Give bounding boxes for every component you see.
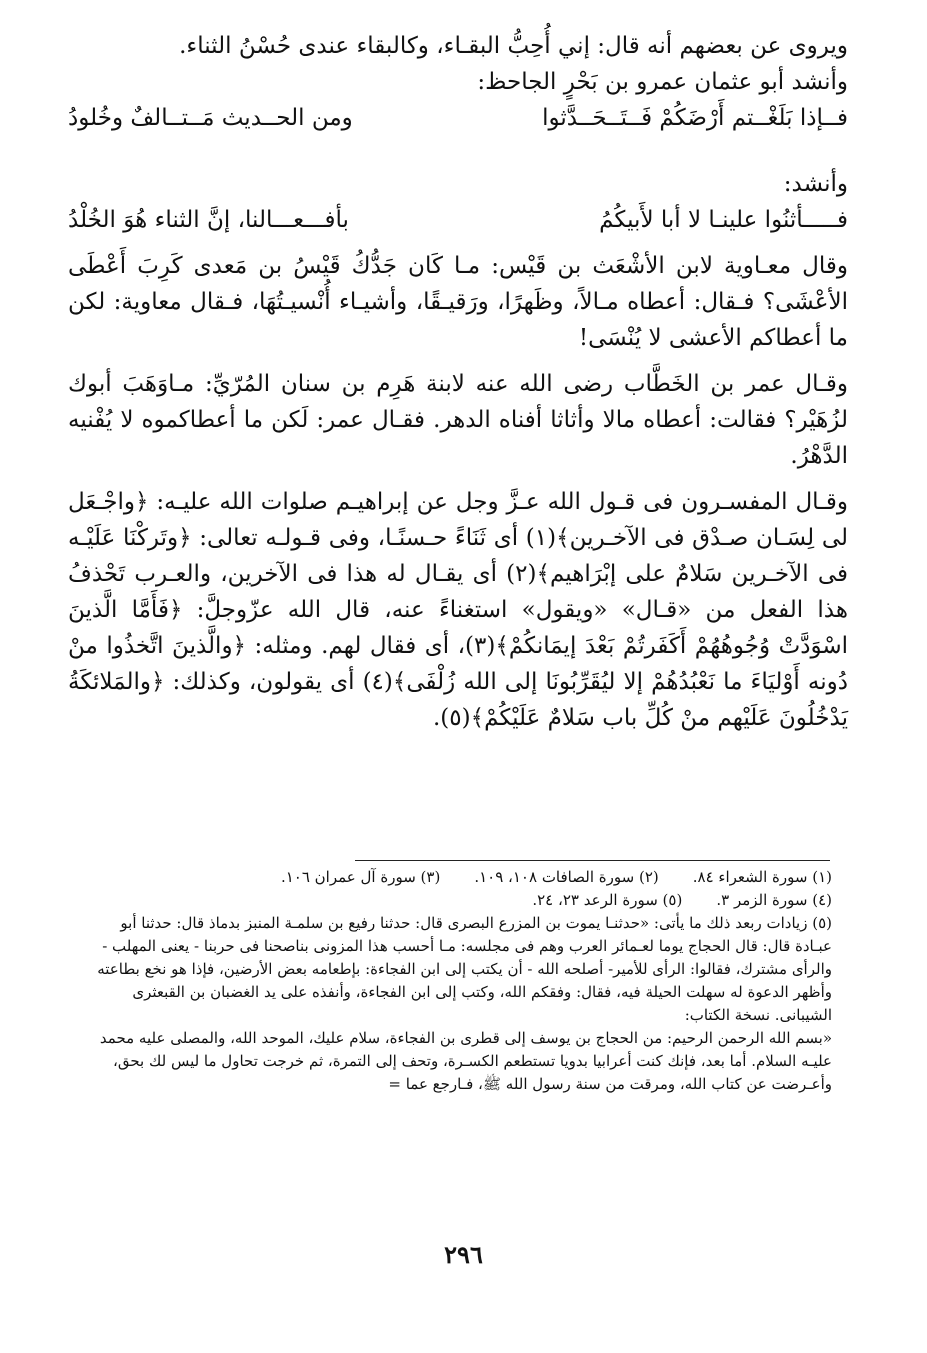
page-number: ٢٩٦ (444, 1240, 483, 1269)
paragraph-growth-quote: ويروى عن بعضهم أنه قال: إني أُحِبُّ البقـاء، وكالبقاء عندى حُسْنُ الثناء. (179, 33, 848, 59)
paragraph-umar: وقـال عمر بن الخَطَّاب رضى الله عنه لابنة هَرِم بن سنان المُرّيِّ: مـاوَهَبَ أبوك لزُهَيْر؟ فقالت: أعطاه مالا وأثاثا أفناه الدهر. فقـال عمر: لَكن ما أعطاكموه لا يُفْنيه الدَّهْرُ. (68, 371, 848, 469)
verse-1-second-hemistich: ومن الحــديث مَــتــالفٌ وخُلودُ (68, 105, 353, 131)
verse-1-first-hemistich: فــإذا بَلَغْــتم أَرْضَكُمْ فَــتَــحَــدَّثوا (542, 105, 848, 131)
footnote-2: (٢) سورة الصافات ١٠٨، ١٠٩. (474, 868, 659, 886)
footnote-5: (٥) سورة الرعد ٢٣، ٢٤. (532, 891, 683, 909)
footnotes (84, 866, 832, 1096)
verse-intro-jahiz: وأنشد أبو عثمان عمرو بن بَحْرٍ الجاحظ: (477, 69, 848, 95)
footnote-letter: «بسم الله الرحمن الرحيم: من الحجاج بن يوسف إلى قطرى بن الفجاءة، سلام عليك، الموحد الله، والمصلى عليه محمد عليـه السلام. أما بعد، فإنك كنت أعرابيا بدويا تستطعم الكسـرة، وتحف إلى التمرة، ثم خرجت تحاول ما ليس لك بحق، وأعـرضت عن كتاب الله، ومرقت من سنة رسول الله ﷺ، فـارجع عما = (99, 1029, 832, 1093)
footnote-addition: (٥) زيادات ربعد ذلك ما يأتى: «حدثنـا يموت بن المزرع البصرى قال: حدثنا رفيع بن سلمـة المنبز بدماذ قال: حدثنا أبو عبـادة قال: قال الحجاج يوما لعـمائر العرب وهم فى مجلسه: مـا أحسب هذا المزونى بناصحنا فى حربنا - يعنى المهلب - والرأى مشترك، فقالوا: الرأى للأمير- أصلحه الله - أن يكتب إلى ابن الفجاءة: بإطعامه بعض الأرضين، فإذا هو نخع بطاعته وأظهر الدعوة له سهلت الحيلة فيه، فقال: وفقكم الله، وكتب إلى ابن الفجاءة، وأنفذه على يد الغضبان بن القبعثرى الشيبانى. نسخة الكتاب: (97, 914, 832, 1024)
verse-2-second-hemistich: بأفـــعـــالنا، إنَّ الثناء هُوَ الخُلْدُ (68, 207, 349, 233)
verse-line-2 (68, 202, 848, 238)
paragraph-muawiya: وقال معـاوية لابن الأشْعَث بن قَيْس: مـا كَان جَدُّكُ قَيْسُ بن مَعدى كَرِبَ أَعْطَى الأعْشَى؟ فـقال: أعطاه مـالاً، وظَهرًا، ورَقيـقًا، وأشيـاء أُنْسيـتُهَا، فـقال معاوية: لكن ما أعطاكم الأعشى لا يُنْسَى! (68, 253, 848, 351)
verse-2-first-hemistich: فـــــأثنُوا علينـا لا أبا لأَبيكُمُ (599, 207, 848, 233)
footnote-refs-row-1 (84, 866, 832, 889)
footnote-1: (١) سورة الشعراء ٨٤. (692, 868, 832, 886)
verse-line-1 (68, 100, 848, 136)
main-text (68, 28, 848, 736)
footnote-4: (٤) سورة الزمر ٣. (716, 891, 832, 909)
footnote-divider (355, 860, 830, 861)
footnote-3: (٣) سورة آل عمران ١٠٦. (280, 868, 441, 886)
footnote-refs-row-2 (84, 889, 832, 912)
paragraph-mufassirun: وقـال المفسـرون فى قـول الله عـزَّ وجل عن إبراهيـم صلوات الله عليـه: ﴿واجْـعَل لى لِسَـان صـدْق فى الآخـرين﴾(١) أى ثَنَاءً حـسنًـا، وفى قـولـه تعالى: ﴿وتَركْنَا عَلَيْـه فى الآخـرين سَلامٌ على إبْرَاهيم﴾(٢) أى يقـال له هذا فى الآخرين، والعـرب تَحْذفُ هذا الفعل من «قـال» «ويقول» استغناءً عنه، قال الله عزّوجلَّ: ﴿فَأَمَّا الَّذينَ اسْوَدَّتْ وُجُوهُهُمْ أَكَفَرتُمْ بَعْدَ إيمَانكُمْ﴾(٣)، أى فقال لهم. ومثله: ﴿والَّذينَ اتَّخذُوا منْ دُونه أَوْليَاءَ ما نَعْبُدُهُمْ إلا ليُقَرِّبُونَا إلى الله زُلْفَى﴾(٤) أى يقولون، وكذلك: ﴿والمَلائكَةُ يَدْخُلُونَ عَلَيْهم منْ كُلِّ باب سَلامٌ عَلَيْكُمْ﴾(٥). (68, 489, 849, 731)
verse-intro-2: وأنشد: (783, 171, 848, 197)
